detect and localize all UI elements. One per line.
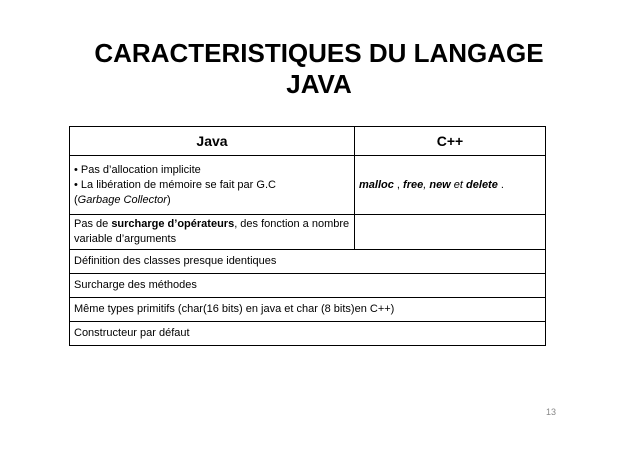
slide-title-line-1: CARACTERISTIQUES DU LANGAGE xyxy=(94,38,544,68)
keyword-free: free xyxy=(403,178,424,191)
page-number: 13 xyxy=(545,407,556,417)
row-class-definition: Définition des classes presque identiques xyxy=(70,250,546,274)
header-java: Java xyxy=(70,127,355,156)
bold-operator-overload: surcharge d’opérateurs xyxy=(111,218,235,230)
slide-title xyxy=(0,38,638,100)
keyword-malloc: malloc xyxy=(359,178,394,191)
cell-java-overload: Pas de surcharge d’opérateurs, des fonction a nombre variable d’arguments xyxy=(70,215,355,250)
table-row xyxy=(70,156,546,215)
header-cpp: C++ xyxy=(355,127,546,156)
gc-note: (Garbage Collector) xyxy=(74,193,171,206)
cell-cpp-memory: malloc , free, new et delete . xyxy=(355,156,546,215)
keyword-new: new xyxy=(429,178,451,191)
row-method-overload: Surcharge des méthodes xyxy=(70,274,546,298)
table-row xyxy=(70,215,546,250)
row-primitive-types: Même types primitifs (char(16 bits) en java et char (8 bits)en C++) xyxy=(70,298,546,322)
comparison-table xyxy=(69,126,546,346)
slide-title-line-2: JAVA xyxy=(286,69,352,99)
keyword-delete: delete xyxy=(466,178,498,191)
bullet-gc-liberation: • La libération de mémoire se fait par G.C xyxy=(74,178,276,191)
table-row xyxy=(70,298,546,322)
table-row xyxy=(70,322,546,346)
cell-java-memory xyxy=(70,156,355,215)
bullet-no-implicit-allocation: • Pas d’allocation implicite xyxy=(74,163,201,176)
cell-cpp-overload xyxy=(355,215,546,250)
table-row xyxy=(70,274,546,298)
row-default-constructor: Constructeur par défaut xyxy=(70,322,546,346)
table-header-row xyxy=(70,127,546,156)
table-row xyxy=(70,250,546,274)
